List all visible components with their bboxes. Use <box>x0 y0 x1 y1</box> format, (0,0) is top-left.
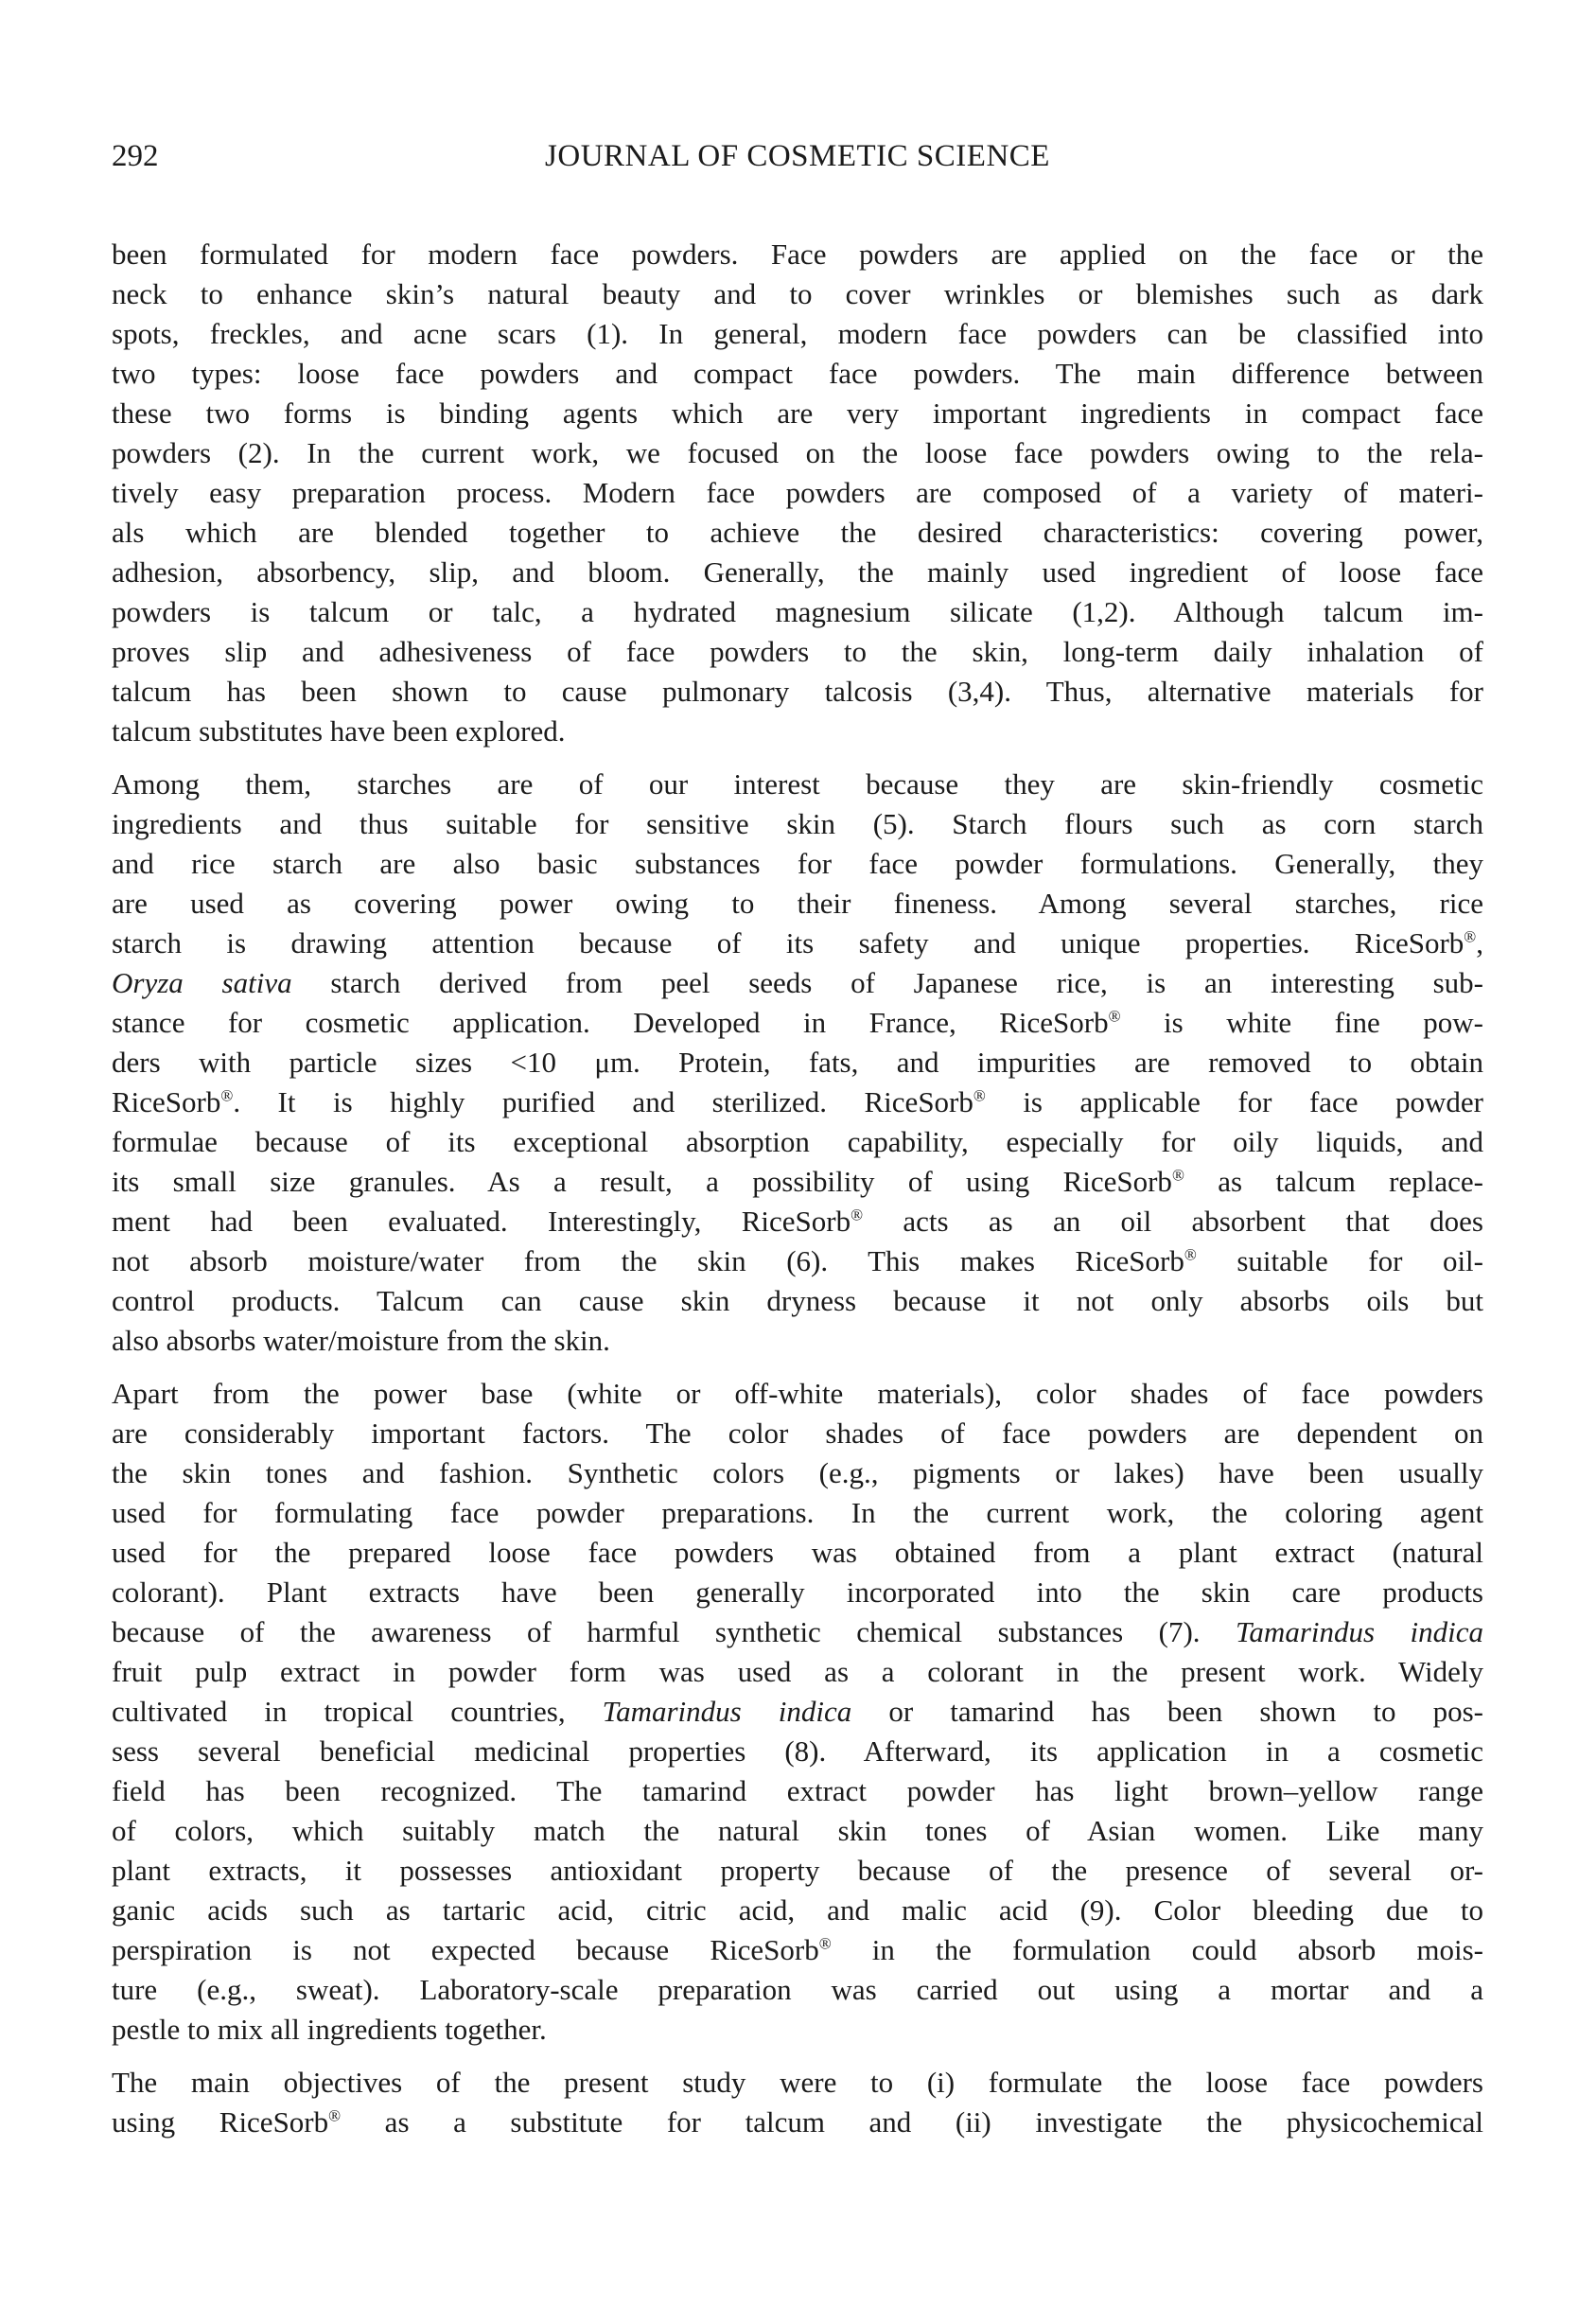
text-line: are considerably important factors. The color shades of face powders are dependent on <box>112 1417 1483 1450</box>
text-line: spots, freckles, and acne scars (1). In general, modern face powders can be classified into <box>112 317 1483 350</box>
text-line: used for formulating face powder preparations. In the current work, the coloring agent <box>112 1496 1483 1529</box>
text-line: colorant). Plant extracts have been generally incorporated into the skin care products <box>112 1575 1483 1609</box>
text-line: sess several beneficial medicinal properties (8). Afterward, its application in a cosmetic <box>112 1734 1483 1768</box>
text-line: are used as covering power owing to their fineness. Among several starches, rice <box>112 887 1483 920</box>
text-line: Oryza sativa starch derived from peel seeds of Japanese rice, is an interesting sub- <box>112 966 1483 999</box>
text-line: talcum has been shown to cause pulmonary talcosis (3,4). Thus, alternative materials for <box>112 675 1483 708</box>
text-line: formulae because of its exceptional absorption capability, especially for oily liquids, and <box>112 1125 1483 1158</box>
text-line: powders is talcum or talc, a hydrated magnesium silicate (1,2). Although talcum im- <box>112 595 1483 628</box>
text-line: and rice starch are also basic substances for face powder formulations. Generally, they <box>112 847 1483 880</box>
text-line: perspiration is not expected because RiceSorb® in the formulation could absorb mois- <box>112 1933 1483 1966</box>
text-line: used for the prepared loose face powders was obtained from a plant extract (natural <box>112 1536 1483 1569</box>
text-line: als which are blended together to achieve the desired characteristics: covering power, <box>112 516 1483 549</box>
text-line: talcum substitutes have been explored. <box>112 714 566 748</box>
text-line: Among them, starches are of our interest because they are skin-friendly cosmetic <box>112 767 1483 801</box>
text-line: pestle to mix all ingredients together. <box>112 2013 547 2046</box>
text-line: tively easy preparation process. Modern face powders are composed of a variety of materi- <box>112 476 1483 509</box>
text-line: ture (e.g., sweat). Laboratory-scale preparation was carried out using a mortar and a <box>112 1973 1483 2006</box>
text-line: ingredients and thus suitable for sensitive skin (5). Starch flours such as corn starch <box>112 807 1483 840</box>
text-line: of colors, which suitably match the natural skin tones of Asian women. Like many <box>112 1814 1483 1847</box>
text-line: starch is drawing attention because of its safety and unique properties. RiceSorb®, <box>112 926 1483 959</box>
text-line: these two forms is binding agents which are very important ingredients in compact face <box>112 396 1483 430</box>
text-line: not absorb moisture/water from the skin (6). This makes RiceSorb® suitable for oil- <box>112 1244 1483 1277</box>
page-number: 292 <box>112 139 159 173</box>
text-line: ganic acids such as tartaric acid, citric acid, and malic acid (9). Color bleeding due to <box>112 1893 1483 1927</box>
text-line: Apart from the power base (white or off-white materials), color shades of face powders <box>112 1377 1483 1410</box>
text-line: fruit pulp extract in powder form was used as a colorant in the present work. Widely <box>112 1655 1483 1688</box>
article-body <box>112 235 1483 2156</box>
text-line: ders with particle sizes <10 μm. Protein, fats, and impurities are removed to obtain <box>112 1046 1483 1079</box>
paragraph <box>112 2063 1483 2142</box>
text-line: plant extracts, it possesses antioxidant property because of the presence of several or- <box>112 1854 1483 1887</box>
text-line: stance for cosmetic application. Developed in France, RiceSorb® is white fine pow- <box>112 1006 1483 1039</box>
text-line: its small size granules. As a result, a possibility of using RiceSorb® as talcum replace- <box>112 1165 1483 1198</box>
text-line: proves slip and adhesiveness of face powders to the skin, long-term daily inhalation of <box>112 635 1483 668</box>
text-line: the skin tones and fashion. Synthetic colors (e.g., pigments or lakes) have been usually <box>112 1456 1483 1489</box>
text-line: also absorbs water/moisture from the skin. <box>112 1324 610 1357</box>
text-line: been formulated for modern face powders. Face powders are applied on the face or the <box>112 238 1483 271</box>
text-line: neck to enhance skin’s natural beauty and to cover wrinkles or blemishes such as dark <box>112 277 1483 310</box>
paragraph <box>112 765 1483 1361</box>
text-line: adhesion, absorbency, slip, and bloom. Generally, the mainly used ingredient of loose face <box>112 555 1483 589</box>
text-line: two types: loose face powders and compact face powders. The main difference between <box>112 357 1483 390</box>
text-line: The main objectives of the present study were to (i) formulate the loose face powders <box>112 2066 1483 2099</box>
text-line: powders (2). In the current work, we focused on the loose face powders owing to the rela- <box>112 436 1483 469</box>
paragraph <box>112 235 1483 751</box>
page-header <box>112 137 1483 179</box>
paragraph <box>112 1374 1483 2050</box>
text-line: because of the awareness of harmful synthetic chemical substances (7). Tamarindus indica <box>112 1615 1484 1648</box>
text-line: ment had been evaluated. Interestingly, RiceSorb® acts as an oil absorbent that does <box>112 1205 1483 1238</box>
text-line: RiceSorb®. It is highly purified and sterilized. RiceSorb® is applicable for face powder <box>112 1085 1483 1118</box>
text-line: using RiceSorb® as a substitute for talcum and (ii) investigate the physicochemical <box>112 2105 1483 2139</box>
text-line: cultivated in tropical countries, Tamarindus indica or tamarind has been shown to pos- <box>112 1695 1484 1728</box>
text-line: field has been recognized. The tamarind extract powder has light brown–yellow range <box>112 1774 1483 1807</box>
text-line: control products. Talcum can cause skin dryness because it not only absorbs oils but <box>112 1284 1483 1317</box>
journal-title: JOURNAL OF COSMETIC SCIENCE <box>545 139 1050 173</box>
